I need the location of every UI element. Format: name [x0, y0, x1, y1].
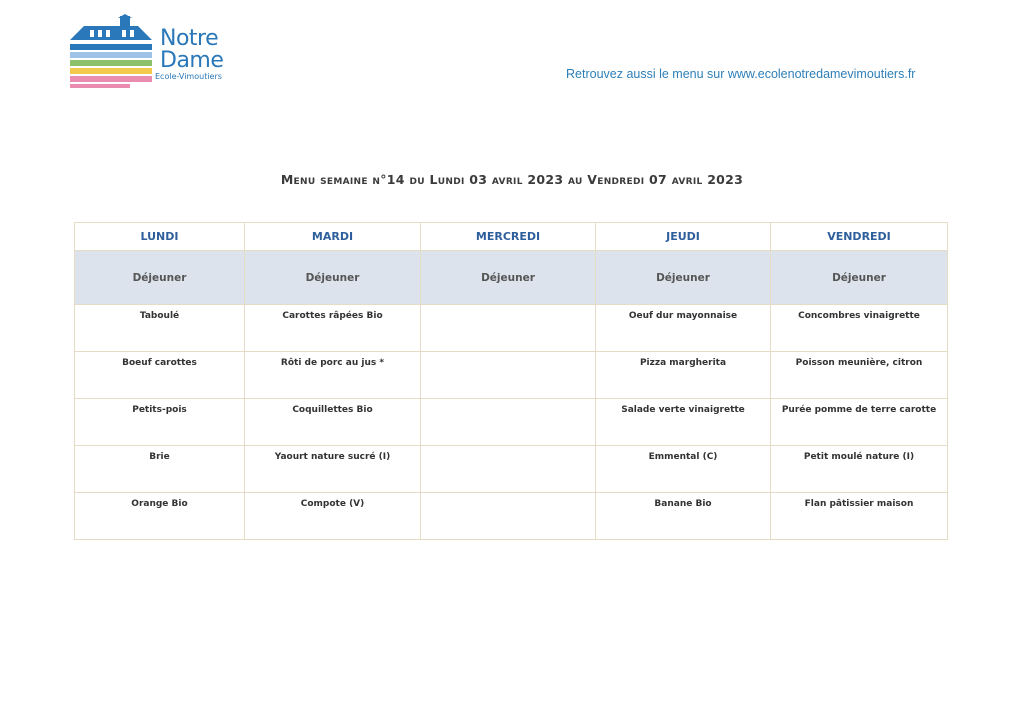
meal-label: Déjeuner: [245, 251, 421, 305]
dish-cell: Pizza margherita: [596, 352, 771, 399]
weekly-menu-table: [74, 222, 948, 540]
day-header: JEUDI: [596, 223, 771, 251]
dish-cell: [421, 399, 596, 446]
logo-word-notre: Notre: [160, 26, 219, 51]
meal-label: Déjeuner: [75, 251, 245, 305]
dish-row-starter: [75, 305, 948, 352]
dish-cell: Brie: [75, 446, 245, 493]
dish-cell: Compote (V): [245, 493, 421, 540]
day-header: LUNDI: [75, 223, 245, 251]
website-note[interactable]: Retrouvez aussi le menu sur www.ecolenotredamevimoutiers.fr: [566, 67, 916, 81]
menu-title: Menu semaine n°14 du Lundi 03 avril 2023 au Vendredi 07 avril 2023: [280, 172, 744, 187]
dish-cell: Taboulé: [75, 305, 245, 352]
dish-cell: Concombres vinaigrette: [771, 305, 948, 352]
logo-word-dame: Dame: [160, 48, 224, 73]
dish-cell: Rôti de porc au jus *: [245, 352, 421, 399]
dish-cell: [421, 352, 596, 399]
school-logo: [70, 14, 230, 90]
dish-cell: Oeuf dur mayonnaise: [596, 305, 771, 352]
meal-row: [75, 251, 948, 305]
dish-cell: Yaourt nature sucré (I): [245, 446, 421, 493]
dish-cell: Emmental (C): [596, 446, 771, 493]
day-header: MARDI: [245, 223, 421, 251]
dish-cell: [421, 305, 596, 352]
dish-cell: Petit moulé nature (I): [771, 446, 948, 493]
dish-cell: Boeuf carottes: [75, 352, 245, 399]
dish-cell: Poisson meunière, citron: [771, 352, 948, 399]
dish-cell: Salade verte vinaigrette: [596, 399, 771, 446]
dish-row-main: [75, 352, 948, 399]
day-header-row: [75, 223, 948, 251]
dish-cell: Banane Bio: [596, 493, 771, 540]
logo-subtitle: Ecole-Vimoutiers: [155, 72, 222, 81]
dish-row-dairy: [75, 446, 948, 493]
dish-row-dessert: [75, 493, 948, 540]
meal-label: Déjeuner: [596, 251, 771, 305]
dish-cell: [421, 493, 596, 540]
dish-cell: Petits-pois: [75, 399, 245, 446]
meal-label: Déjeuner: [771, 251, 948, 305]
dish-cell: Flan pâtissier maison: [771, 493, 948, 540]
dish-cell: [421, 446, 596, 493]
day-header: MERCREDI: [421, 223, 596, 251]
dish-cell: Coquillettes Bio: [245, 399, 421, 446]
dish-row-side: [75, 399, 948, 446]
dish-cell: Carottes râpées Bio: [245, 305, 421, 352]
dish-cell: Orange Bio: [75, 493, 245, 540]
day-header: VENDREDI: [771, 223, 948, 251]
school-building-icon: [70, 14, 154, 90]
dish-cell: Purée pomme de terre carotte: [771, 399, 948, 446]
meal-label: Déjeuner: [421, 251, 596, 305]
